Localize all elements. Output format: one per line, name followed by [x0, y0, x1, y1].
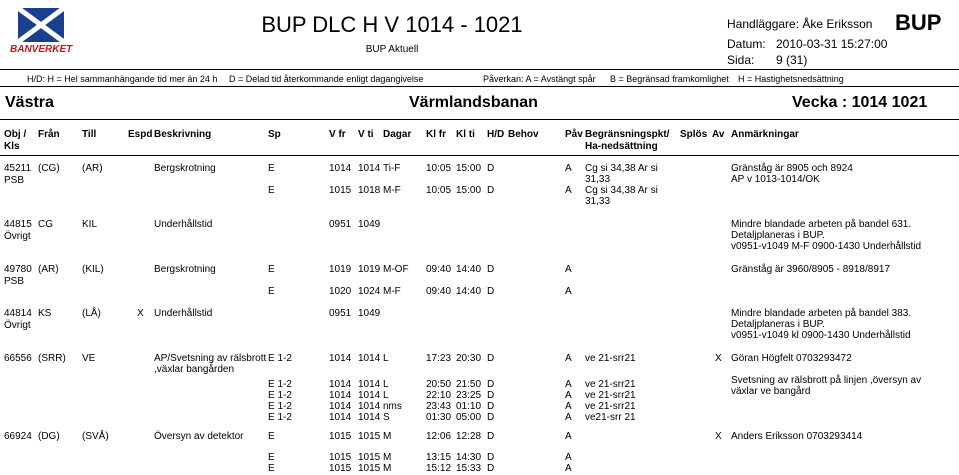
row-pav: A	[565, 412, 572, 423]
row-till: VE	[82, 353, 96, 364]
col-begr-sub: Ha-nedsättning	[585, 141, 658, 152]
row-hd: D	[487, 185, 495, 196]
row-klfr: 20:50	[426, 379, 452, 390]
legend-hd: H/D: H = Hel sammanhängande tid mer än 24 h	[27, 74, 218, 84]
row-sp: E 1-2	[268, 379, 292, 390]
row-hd: D	[487, 286, 495, 297]
row-sp: E	[268, 264, 275, 275]
col-fran: Från	[38, 129, 60, 140]
col-pav: Påv	[565, 129, 583, 140]
row-espd: X	[137, 308, 144, 319]
row-begr: 31,33	[585, 196, 611, 207]
row-begr: ve21-srr 21	[585, 412, 636, 423]
row-klfr: 10:05	[426, 185, 452, 196]
row-vti: 1014	[358, 163, 381, 174]
col-behov: Behov	[508, 129, 539, 140]
row-vti: 1015	[358, 463, 381, 474]
legend-hastighet: H = Hastighetsnedsättning	[738, 74, 844, 84]
row-pav: A	[565, 390, 572, 401]
row-begr: Cg si 34,38 Ar si	[585, 163, 658, 174]
banverket-logo	[10, 6, 72, 56]
row-vfr: 1014	[329, 379, 352, 390]
row-klfr: 10:05	[426, 163, 452, 174]
row-beskrivning: Översyn av detektor	[154, 431, 244, 442]
col-obj: Obj /	[4, 129, 27, 140]
row-vfr: 0951	[329, 308, 352, 319]
col-splos: Splös	[680, 129, 708, 140]
row-sp: E	[268, 286, 275, 297]
row-begr: ve 21-srr21	[585, 401, 636, 412]
row-vti: 1018	[358, 185, 381, 196]
row-dagar: Ti-F	[383, 163, 401, 174]
row-till: (AR)	[82, 163, 103, 174]
col-vfr: V fr	[329, 129, 346, 140]
row-sp: E	[268, 185, 275, 196]
row-av: X	[715, 353, 722, 364]
row-klfr: 01:30	[426, 412, 452, 423]
col-till: Till	[82, 129, 97, 140]
row-av: X	[715, 431, 722, 442]
row-kls: PSB	[4, 175, 25, 186]
row-hd: D	[487, 463, 495, 474]
row-kls: Övrigt	[4, 231, 31, 242]
header-rule	[0, 155, 959, 156]
row-dagar: S	[383, 412, 390, 423]
row-vfr: 1015	[329, 463, 352, 474]
row-anm: växlar ve bangård	[731, 386, 811, 397]
row-klti: 14:40	[456, 286, 482, 297]
row-klti: 14:30	[456, 452, 482, 463]
row-dagar: M-F	[383, 185, 401, 196]
col-kls: Kls	[4, 141, 20, 152]
row-anm: Mindre blandade arbeten på bandel 631.	[731, 219, 912, 230]
row-vfr: 1015	[329, 431, 352, 442]
datum-value: 2010-03-31 15:27:00	[776, 37, 888, 51]
row-klfr: 09:40	[426, 286, 452, 297]
row-begr: ve 21-srr21	[585, 379, 636, 390]
row-anm: Svetsning av rälsbrott på linjen ,översyn av	[731, 375, 922, 386]
row-begr: 31,33	[585, 174, 611, 185]
row-pav: A	[565, 463, 572, 474]
row-klti: 14:40	[456, 264, 482, 275]
row-vti: 1014	[358, 412, 381, 423]
row-vfr: 1014	[329, 401, 352, 412]
row-anm: v0951-v1049 M-F 0900-1430 Underhållstid	[731, 241, 922, 252]
row-klfr: 22:10	[426, 390, 452, 401]
row-beskrivning: AP/Svetsning av rälsbrott	[154, 353, 267, 364]
row-anm: AP v 1013-1014/OK	[731, 174, 820, 185]
row-beskrivning: Underhållstid	[154, 308, 213, 319]
row-sp: E 1-2	[268, 401, 292, 412]
col-beskrivning: Beskrivning	[154, 129, 212, 140]
row-vti: 1049	[358, 308, 381, 319]
row-beskrivning: Bergskrotning	[154, 163, 216, 174]
row-dagar: M-F	[383, 286, 401, 297]
col-hd: H/D	[487, 129, 505, 140]
row-till: (KIL)	[82, 264, 104, 275]
row-vfr: 1015	[329, 185, 352, 196]
row-pav: A	[565, 264, 572, 275]
row-beskrivning: Underhållstid	[154, 219, 213, 230]
row-obj: 44815	[4, 219, 32, 230]
row-vti: 1015	[358, 431, 381, 442]
row-begr: ve 21-srr21	[585, 353, 636, 364]
row-hd: D	[487, 379, 495, 390]
row-klfr: 09:40	[426, 264, 452, 275]
banverket-logo-mark	[10, 6, 72, 46]
row-sp: E	[268, 431, 275, 442]
row-sp: E 1-2	[268, 412, 292, 423]
sida-value: 9 (31)	[776, 53, 808, 67]
col-sp: Sp	[268, 129, 281, 140]
row-begr: ve 21-srr21	[585, 390, 636, 401]
row-klti: 01:10	[456, 401, 482, 412]
row-klti: 20:30	[456, 353, 482, 364]
row-vti: 1014	[358, 390, 381, 401]
row-fran: (CG)	[38, 163, 60, 174]
row-beskrivning: Bergskrotning	[154, 264, 216, 275]
row-klfr: 17:23	[426, 353, 452, 364]
row-pav: A	[565, 431, 572, 442]
row-hd: D	[487, 452, 495, 463]
row-pav: A	[565, 185, 572, 196]
row-hd: D	[487, 412, 495, 423]
row-vfr: 1014	[329, 390, 352, 401]
row-vti: 1019	[358, 264, 381, 275]
row-anm: v0951-v1049 kl 0900-1430 Underhållstid	[731, 330, 911, 341]
row-begr: Cg si 34,38 Ar si	[585, 185, 658, 196]
row-pav: A	[565, 286, 572, 297]
row-hd: D	[487, 264, 495, 275]
row-klti: 15:00	[456, 163, 482, 174]
brand-mark: BUP	[895, 10, 942, 35]
row-fran: (SRR)	[38, 353, 66, 364]
row-anm: Detaljplaneras i BUP.	[731, 319, 825, 330]
row-kls: Övrigt	[4, 320, 31, 331]
logo-text: BANVERKET	[10, 44, 73, 55]
row-klti: 15:33	[456, 463, 482, 474]
row-obj: 66924	[4, 431, 32, 442]
row-pav: A	[565, 353, 572, 364]
legend-begransad: B = Begränsad framkomlighet	[610, 74, 729, 84]
row-klti: 23:25	[456, 390, 482, 401]
row-dagar: M	[383, 431, 392, 442]
row-klti: 21:50	[456, 379, 482, 390]
col-espd: Espd	[128, 129, 153, 140]
row-klfr: 15:12	[426, 463, 452, 474]
legend-top-rule	[0, 69, 959, 70]
row-till: (SVÅ)	[82, 431, 109, 442]
page-subtitle: BUP Aktuell	[365, 44, 419, 55]
row-anm: Detaljplaneras i BUP.	[731, 230, 825, 241]
legend-bottom-rule	[0, 86, 959, 87]
row-dagar: L	[383, 353, 389, 364]
row-sp: E 1-2	[268, 390, 292, 401]
row-hd: D	[487, 401, 495, 412]
row-pav: A	[565, 379, 572, 390]
col-vti: V ti	[358, 129, 374, 140]
row-anm: Göran Högfelt 0703293472	[731, 353, 852, 364]
row-fran: CG	[38, 219, 53, 230]
sida-label: Sida:	[727, 53, 755, 67]
row-sp: E	[268, 463, 275, 474]
row-vti: 1014	[358, 379, 381, 390]
row-vfr: 1014	[329, 412, 352, 423]
col-dagar: Dagar	[383, 129, 412, 140]
row-hd: D	[487, 353, 495, 364]
row-dagar: M	[383, 452, 392, 463]
row-obj: 45211	[4, 163, 32, 174]
row-pav: A	[565, 452, 572, 463]
row-till: KIL	[82, 219, 98, 230]
row-vfr: 1015	[329, 452, 352, 463]
row-hd: D	[487, 390, 495, 401]
legend-delad: D = Delad tid återkommande enligt dagangivelse	[229, 74, 424, 84]
row-vti: 1024	[358, 286, 381, 297]
row-vfr: 1020	[329, 286, 352, 297]
col-klfr: Kl fr	[426, 129, 446, 140]
row-vti: 1015	[358, 452, 381, 463]
col-klti: Kl ti	[456, 129, 475, 140]
row-klti: 05:00	[456, 412, 482, 423]
row-vfr: 1014	[329, 353, 352, 364]
col-begr: Begränsningspkt/	[585, 129, 670, 140]
row-vfr: 1019	[329, 264, 352, 275]
page-title: BUP DLC H V 1014 - 1021	[261, 12, 523, 37]
legend-paverkan: Påverkan: A = Avstängt spår	[483, 74, 596, 84]
row-hd: D	[487, 163, 495, 174]
row-vfr: 1014	[329, 163, 352, 174]
row-anm: Anders Eriksson 0703293414	[731, 431, 863, 442]
row-klfr: 12:06	[426, 431, 452, 442]
col-av: Av	[712, 129, 725, 140]
row-hd: D	[487, 431, 495, 442]
row-sp: E	[268, 163, 275, 174]
row-anm: Gränståg är 8905 och 8924	[731, 163, 853, 174]
row-vti: 1014	[358, 353, 381, 364]
row-obj: 66556	[4, 353, 32, 364]
section-rule	[0, 119, 959, 120]
section-region: Västra	[5, 94, 54, 111]
row-kls: PSB	[4, 276, 25, 287]
row-till: (LÅ)	[82, 308, 101, 319]
row-dagar: L	[383, 390, 389, 401]
row-anm: Mindre blandade arbeten på bandel 383.	[731, 308, 912, 319]
row-sp: E 1-2	[268, 353, 292, 364]
row-dagar: M	[383, 463, 392, 474]
row-fran: (AR)	[38, 264, 59, 275]
col-anm: Anmärkningar	[731, 129, 799, 140]
row-vti: 1014	[358, 401, 381, 412]
row-obj: 44814	[4, 308, 32, 319]
datum-label: Datum:	[727, 37, 766, 51]
row-klfr: 23:43	[426, 401, 452, 412]
row-vti: 1049	[358, 219, 381, 230]
row-sp: E	[268, 452, 275, 463]
row-fran: KS	[38, 308, 52, 319]
row-anm: Gränståg är 3960/8905 - 8918/8917	[731, 264, 891, 275]
row-beskrivning: ,växlar bangården	[154, 364, 235, 375]
row-obj: 49780	[4, 264, 32, 275]
row-klti: 12:28	[456, 431, 482, 442]
row-vfr: 0951	[329, 219, 352, 230]
section-line: Värmlandsbanan	[409, 94, 538, 111]
row-dagar: nms	[383, 401, 402, 412]
row-klti: 15:00	[456, 185, 482, 196]
row-dagar: M-OF	[383, 264, 409, 275]
row-klfr: 13:15	[426, 452, 452, 463]
handlaggare: Handläggare: Åke Eriksson	[727, 17, 873, 31]
row-pav: A	[565, 163, 572, 174]
row-dagar: L	[383, 379, 389, 390]
row-pav: A	[565, 401, 572, 412]
section-week: Vecka : 1014 1021	[792, 94, 928, 111]
row-fran: (DG)	[38, 431, 60, 442]
